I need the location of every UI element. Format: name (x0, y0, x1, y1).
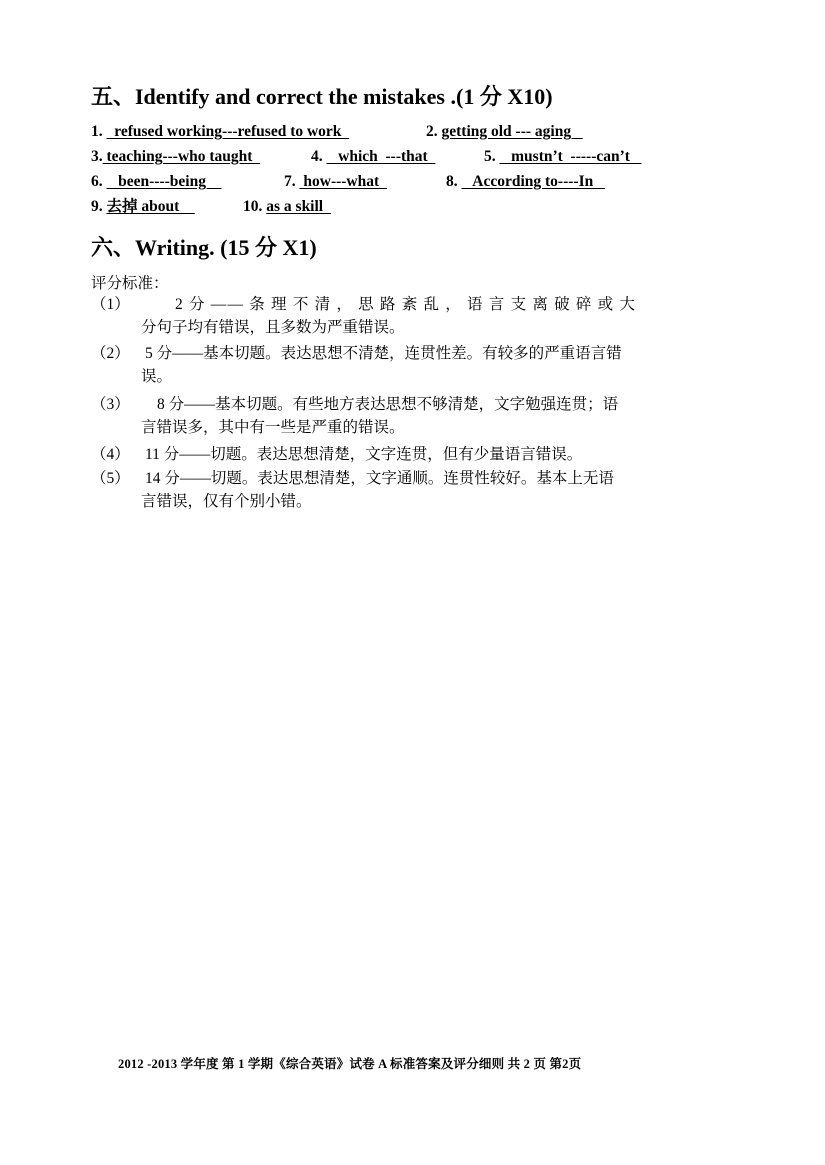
criterion-text: 言错误多，其中有一些是严重的错误。 (141, 419, 405, 436)
criterion-text: 14 分——切题。表达思想清楚，文字通顺。连贯性较好。基本上无语 (145, 470, 614, 487)
item-number: 6. (91, 173, 103, 190)
criterion-text: 分句子均有错误，且多数为严重错误。 (141, 319, 405, 336)
answer-item (91, 172, 221, 192)
answer-item (311, 147, 435, 167)
criterion-number: （2） (91, 345, 130, 362)
item-answer: how---what (299, 173, 387, 190)
item-answer: getting old --- aging (441, 123, 583, 140)
item-number: 8. (446, 173, 458, 190)
answer-item (91, 122, 349, 142)
criterion-item (91, 343, 741, 387)
criterion-text: 2 分 —— 条 理 不 清 ， 思 路 紊 乱 ， 语 言 支 离 破 碎 或 大 (175, 296, 637, 313)
section6-heading: 六、Writing. (15 分 X1) (91, 235, 317, 260)
answer-item (426, 122, 583, 142)
item-number: 3. (91, 148, 103, 165)
item-answer: as a skill (266, 198, 331, 215)
item-answer: 去掉 about (106, 198, 195, 215)
item-number: 10. (243, 198, 263, 215)
criterion-item (91, 444, 741, 466)
criterion-item (91, 294, 741, 338)
criteria-label: 评分标准： (91, 275, 169, 292)
item-number: 2. (426, 123, 438, 140)
criterion-number: （4） (91, 446, 130, 463)
item-answer: which ---that (326, 148, 436, 165)
criterion-text: 言错误，仅有个别小错。 (141, 493, 312, 510)
item-number: 4. (311, 148, 323, 165)
answer-item (91, 197, 195, 217)
item-answer: According to----In (461, 173, 605, 190)
item-number: 7. (284, 173, 296, 190)
page-footer: 2012 -2013 学年度 第 1 学期《综合英语》试卷 A 标准答案及评分细则 共 2 页 第2页 (118, 1057, 582, 1071)
criterion-number: （5） (91, 470, 130, 487)
answer-item (446, 172, 605, 192)
section5-heading: 五、Identify and correct the mistakes .(1 分 X10) (91, 84, 553, 109)
item-answer: been----being (106, 173, 222, 190)
item-number: 1. (91, 123, 103, 140)
criterion-text: 11 分——切题。表达思想清楚，文字连贯，但有少量语言错误。 (145, 446, 583, 463)
criterion-number: （1） (91, 296, 130, 313)
answer-item (91, 147, 260, 167)
criterion-item (91, 394, 741, 438)
item-answer: mustn’t -----can’t (499, 148, 642, 165)
item-answer: teaching---who taught (102, 148, 261, 165)
criterion-text: 误。 (141, 368, 173, 385)
criterion-item (91, 468, 741, 512)
criterion-number: （3） (91, 396, 130, 413)
item-number: 5. (484, 148, 496, 165)
answer-item (284, 172, 387, 192)
item-number: 9. (91, 198, 103, 215)
answer-item (484, 147, 642, 167)
criterion-text: 8 分——基本切题。有些地方表达思想不够清楚，文字勉强连贯；语 (157, 396, 619, 413)
item-answer: refused working---refused to work (106, 123, 350, 140)
answer-item (243, 197, 331, 217)
criterion-text: 5 分——基本切题。表达思想不清楚，连贯性差。有较多的严重语言错 (145, 345, 622, 362)
